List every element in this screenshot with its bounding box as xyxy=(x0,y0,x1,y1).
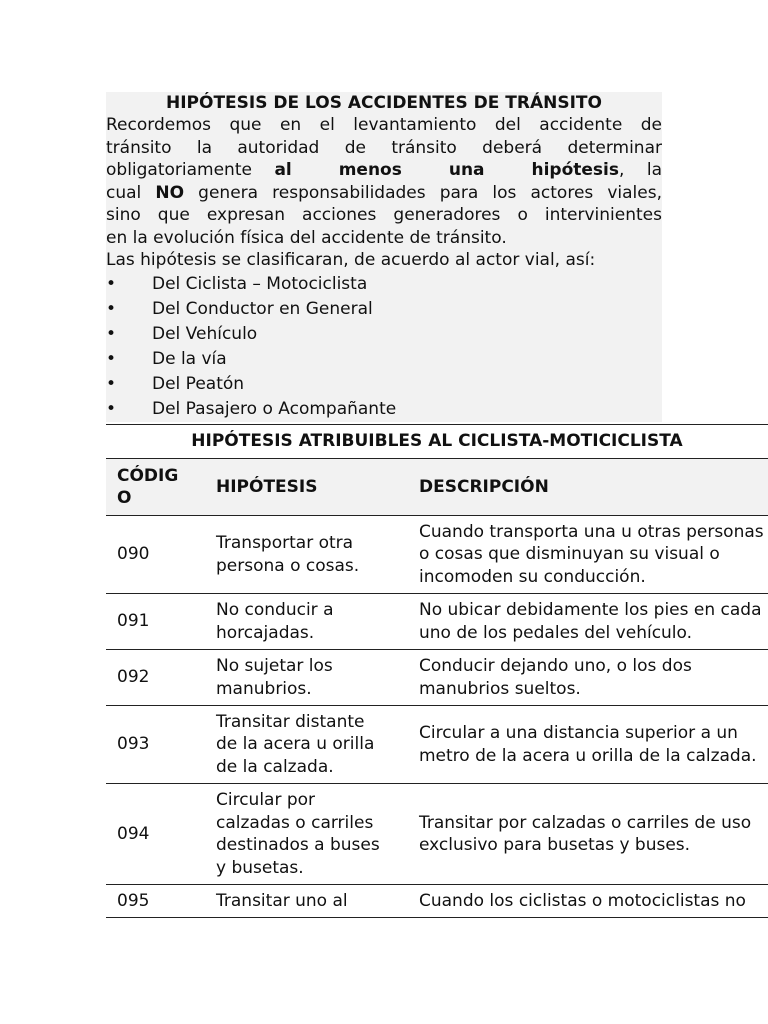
emphasis-text: NO xyxy=(155,182,185,203)
header-code: CÓDIG O xyxy=(106,459,205,516)
document-title: HIPÓTESIS DE LOS ACCIDENTES DE TRÁNSITO xyxy=(166,93,602,113)
paragraph-line: en la evolución física del accidente de tránsito. xyxy=(106,227,507,248)
code-cell: 093 xyxy=(106,706,205,784)
list-item xyxy=(106,347,662,372)
intro-paragraph xyxy=(106,114,662,249)
paragraph-line: Recordemos que en el levantamiento del accidente de xyxy=(106,115,662,135)
hypothesis-cell: No conducir a horcajadas. xyxy=(205,594,408,650)
intro-section xyxy=(106,92,662,422)
list-item xyxy=(106,397,662,422)
description-cell: Circular a una distancia superior a un metro de la acera u orilla de la calzada. xyxy=(408,706,768,784)
hypothesis-table-section xyxy=(106,424,768,918)
bullet-icon: • xyxy=(106,373,117,394)
paragraph-line xyxy=(106,182,662,205)
paragraph-text: cual xyxy=(106,182,142,203)
emphasis-text: al menos una hipótesis xyxy=(274,160,619,180)
list-item-label: Del Vehículo xyxy=(152,323,258,344)
list-item xyxy=(106,372,662,397)
paragraph-text: , la xyxy=(619,160,663,180)
description-cell: Cuando transporta una u otras personas o cosas que disminuyan su visual o incomoden su conducción. xyxy=(408,516,768,594)
description-cell: Cuando los ciclistas o motociclistas no xyxy=(408,885,768,918)
table-header-row xyxy=(106,459,768,516)
bullet-icon: • xyxy=(106,298,117,319)
list-item-label: Del Ciclista – Motociclista xyxy=(152,273,368,294)
list-item-label: De la vía xyxy=(152,348,227,369)
description-cell: Transitar por calzadas o carriles de uso exclusivo para busetas y buses. xyxy=(408,784,768,885)
header-description: DESCRIPCIÓN xyxy=(408,459,768,516)
hypothesis-cell: Transitar distante de la acera u orilla de la calzada. xyxy=(205,706,408,784)
paragraph-line: tránsito la autoridad de tránsito deberá determinar xyxy=(106,137,662,158)
hypothesis-cell: Circular por calzadas o carriles destinados a buses y busetas. xyxy=(205,784,408,885)
bullet-icon: • xyxy=(106,398,117,419)
table-row xyxy=(106,650,768,706)
list-item xyxy=(106,297,662,322)
table-row xyxy=(106,594,768,650)
header-hypothesis: HIPÓTESIS xyxy=(205,459,408,516)
paragraph-text: genera responsabilidades para los actores viales, xyxy=(198,182,663,203)
code-cell: 091 xyxy=(106,594,205,650)
code-cell: 090 xyxy=(106,516,205,594)
paragraph-line: sino que expresan acciones generadores o intervinientes xyxy=(106,205,662,225)
code-cell: 094 xyxy=(106,784,205,885)
hypothesis-cell: Transitar uno al xyxy=(205,885,408,918)
table-row xyxy=(106,516,768,594)
bullet-icon: • xyxy=(106,323,117,344)
bullet-icon: • xyxy=(106,348,117,369)
list-item-label: Del Pasajero o Acompañante xyxy=(152,398,397,419)
hypothesis-table xyxy=(106,459,768,918)
list-item xyxy=(106,322,662,347)
list-item-label: Del Conductor en General xyxy=(152,298,373,319)
table-title: HIPÓTESIS ATRIBUIBLES AL CICLISTA-MOTICICLISTA xyxy=(106,424,768,459)
hypothesis-cell: No sujetar los manubrios. xyxy=(205,650,408,706)
code-cell: 092 xyxy=(106,650,205,706)
list-item-label: Del Peatón xyxy=(152,373,245,394)
paragraph-line xyxy=(106,159,662,182)
table-row xyxy=(106,885,768,918)
list-item xyxy=(106,272,662,297)
description-cell: No ubicar debidamente los pies en cada uno de los pedales del vehículo. xyxy=(408,594,768,650)
table-row xyxy=(106,706,768,784)
table-row xyxy=(106,784,768,885)
code-cell: 095 xyxy=(106,885,205,918)
bullet-icon: • xyxy=(106,273,117,294)
description-cell: Conducir dejando uno, o los dos manubrios sueltos. xyxy=(408,650,768,706)
actor-list xyxy=(106,272,662,422)
classification-text: Las hipótesis se clasificaran, de acuerdo al actor vial, así: xyxy=(106,250,596,270)
paragraph-text: obligatoriamente xyxy=(106,160,252,180)
hypothesis-cell: Transportar otra persona o cosas. xyxy=(205,516,408,594)
